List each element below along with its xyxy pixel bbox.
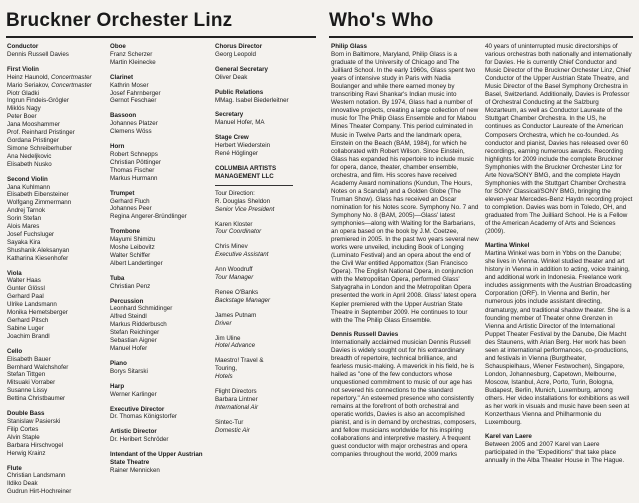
member-name: MMag. Isabel Biederleitner xyxy=(215,96,289,104)
member-name: Christian Landsmann xyxy=(7,472,66,480)
roster-section xyxy=(110,298,206,353)
roster-section xyxy=(110,383,206,399)
member-name: Jana Kuhlmann xyxy=(7,183,50,191)
member-name: Gernot Feschaer xyxy=(110,97,157,105)
section-heading: Clarinet xyxy=(110,73,134,81)
staff-role: Domestic Air xyxy=(215,426,250,434)
member-name: Sorin Stefan xyxy=(7,215,42,223)
member-name: Bernhard Walchshofer xyxy=(7,363,69,371)
left-title-rule xyxy=(6,36,316,38)
member-name: Gudrun Hirt-Hochreiner xyxy=(7,488,72,496)
staff-role: Hotels xyxy=(215,373,233,381)
roster-section xyxy=(215,134,315,158)
member-name: Herwig Krainz xyxy=(7,449,46,457)
roster-section xyxy=(110,275,206,291)
member-name: Markus Ridderbusch xyxy=(110,321,167,329)
right-title-rule xyxy=(329,36,633,38)
member-name: Franz Scherzer xyxy=(110,50,153,58)
staff-name: Jim Uline xyxy=(215,334,241,342)
member-name: Sabine Luger xyxy=(7,324,44,332)
member-name: Barbara Hirschvogel xyxy=(7,441,64,449)
member-name: Christian Pöttinger xyxy=(110,158,161,166)
member-name: Thomas Fischer xyxy=(110,166,155,174)
staff-role: Hotel Advance xyxy=(215,342,256,350)
section-heading: Chorus Director xyxy=(215,43,263,50)
agency-staff-entry xyxy=(215,266,315,282)
roster-section xyxy=(7,410,103,457)
member-name: Georg Leopold xyxy=(215,50,256,58)
roster-section xyxy=(7,176,103,263)
member-name: Markus Hurmann xyxy=(110,174,158,182)
agency-title: COLUMBIA ARTISTS MANAGEMENT LLC xyxy=(215,164,277,180)
member-name: Borys Sitarski xyxy=(110,367,148,375)
bio-column-1 xyxy=(331,43,479,465)
section-heading: Public Relations xyxy=(215,88,264,96)
staff-role: Executive Assistant xyxy=(215,251,269,259)
member-name: Sebastian Aigner xyxy=(110,337,157,345)
section-heading: Harp xyxy=(110,382,125,390)
roster-section xyxy=(110,74,206,106)
member-name: Albert Landertinger xyxy=(110,259,163,267)
member-role: Concertmaster xyxy=(51,73,92,81)
member-name: Werner Karlinger xyxy=(110,390,157,398)
staff-role: Backstage Manager xyxy=(215,296,271,304)
right-page-title: Who's Who xyxy=(329,10,434,31)
agency-staff-entry xyxy=(215,419,315,435)
member-name: Stefan Reichinger xyxy=(110,329,160,337)
section-heading: Trombone xyxy=(110,228,140,236)
member-name: Mitsuaki Vorraber xyxy=(7,379,56,387)
member-name: Regina Angerer-Bründlinger xyxy=(110,213,187,221)
member-name: Josef Fuchsluger xyxy=(7,230,55,238)
member-name: Peter Boer xyxy=(7,113,37,121)
bio-heading: Karel van Laere xyxy=(485,433,532,441)
member-name: Susanne Lissy xyxy=(7,387,48,395)
member-name: Stanislaw Pasierski xyxy=(7,417,61,425)
member-name: Stefan Tittgen xyxy=(7,371,46,379)
member-name: Simone Schreiberhuber xyxy=(7,144,73,152)
staff-name: R. Douglas Sheldon xyxy=(215,197,271,205)
member-name: Alois Mares xyxy=(7,223,40,231)
agency-staff-entry xyxy=(215,388,315,412)
member-name: Elisabeth Nusko xyxy=(7,160,52,168)
staff-name: Sintec-Tur xyxy=(215,418,244,426)
member-name: Shushanik Aleksanyan xyxy=(7,246,70,254)
roster-section xyxy=(110,112,206,136)
member-name: Alfred Steindl xyxy=(110,313,147,321)
roster-section xyxy=(215,43,315,59)
member-name: René Höglinger xyxy=(215,150,258,158)
member-name: Mario Seriakov, Concertmaster xyxy=(7,81,92,89)
agency-staff-entry xyxy=(215,243,315,259)
member-name: Miklós Nagy xyxy=(7,105,41,113)
staff-name: Tour Direction: xyxy=(215,189,255,197)
member-name: Jana Mooshammer xyxy=(7,121,60,129)
member-name: Monika Hemetsberger xyxy=(7,309,68,317)
member-name: Johannes Peer xyxy=(110,205,152,213)
staff-role: Tour Coordinator xyxy=(215,228,262,236)
agency-staff-entry xyxy=(215,335,315,351)
section-heading: Cello xyxy=(7,347,23,355)
section-heading: Tuba xyxy=(110,274,125,282)
bio-heading: Martina Winkel xyxy=(485,242,530,250)
left-page-title: Bruckner Orchester Linz xyxy=(6,10,233,31)
roster-section xyxy=(215,111,315,127)
member-name: Prof. Reinhard Pristinger xyxy=(7,129,75,137)
member-name: Joachim Brandl xyxy=(7,332,50,340)
member-name: Manuel Hofer, MA xyxy=(215,119,265,127)
section-heading: Trumpet xyxy=(110,189,135,197)
section-heading: Stage Crew xyxy=(215,134,249,142)
staff-name: Maestro! Travel & xyxy=(215,357,264,365)
member-name: Walter Haas xyxy=(7,277,41,285)
section-heading: General Secretary xyxy=(215,65,268,73)
section-heading: First Violin xyxy=(7,65,39,73)
bio-heading: Philip Glass xyxy=(331,43,368,50)
member-name: Dr. Thomas Königstorfer xyxy=(110,413,177,421)
roster-section xyxy=(110,43,206,67)
staff-name: Touring, xyxy=(215,365,238,373)
member-name: Alvin Staple xyxy=(7,433,40,441)
member-name: Moshe Leibovitz xyxy=(110,244,155,252)
roster-section xyxy=(110,228,206,268)
member-name: Clemens Wöss xyxy=(110,128,152,136)
bio-paragraph: Born in Baltimore, Maryland, Philip Glass is a graduate of the University of Chicago and The Juilliard School. In the early 1960s, Glass spent two years of intensive study in Paris with Nadia Boulanger and while there earned money by transcribing Ravi Shankar's Indian music into Western notation. By 1974, Glass had a number of innovative projects, creating a large collection of new music for The Philip Glass Ensemble and for Mabou Mines Theater Company. This period culminated in Music in Twelve Parts and the landmark opera, Einstein on the Beach (BAM, 1984), for which he collaborated with Robert Wilson. Since Einstein, Glass has expanded his repertoire to include music for opera, dance, theater, chamber ensemble, orchestra, and film. His scores have received Academy Award nominations (Kundun, The Hours, Notes on a Scandal) and a Golden Globe (The Truman Show). Glass has received an Oscar nomination for his Notes score. Symphony No. 7 and Symphony No. 8 (BAM, 2005)—Glass' latest symphonies—along with Waiting for the Barbarians, an opera based on the book by J.M. Coetzee, premiered in 2005. In the past two years several new works were unveiled, including Book of Longing (Luminato Festival) and an opera about the end of the Civil War entitled Appomattox (San Francisco Opera). The English National Opera, in conjunction with the Metropolitan Opera, performed Glass' Satyagraha in London and the Metropolitan Opera presented the work in April 2008. Glass' latest opera Kepler premiered with the Upper Austrian State Theatre in September 2009. He continues to tour with the The Philip Glass Ensemble. xyxy=(331,51,479,324)
staff-name: James Putnam xyxy=(215,311,257,319)
staff-name: Karen Kloster xyxy=(215,220,253,228)
section-heading: Artistic Director xyxy=(110,428,157,436)
member-name: Christian Penz xyxy=(110,282,151,290)
agency-divider xyxy=(215,185,293,186)
section-heading: Horn xyxy=(110,143,125,151)
section-heading: Bassoon xyxy=(110,112,137,120)
member-name: Katharina Kiesenhofer xyxy=(7,254,69,262)
member-name: Dennis Russell Davies xyxy=(7,50,69,58)
agency-staff-entry xyxy=(215,357,315,381)
member-name: Walter Schiffer xyxy=(110,251,151,259)
staff-name: Renee O'Banks xyxy=(215,288,259,296)
section-heading: Flute xyxy=(7,464,22,472)
staff-name: Barbara Lintner xyxy=(215,396,258,403)
staff-role: Tour Manager xyxy=(215,274,254,282)
member-name: Filip Cortes xyxy=(7,425,39,433)
roster-section xyxy=(215,66,315,82)
member-name: Gerhard Paal xyxy=(7,293,44,301)
bio-paragraph: 40 years of uninterrupted music directorships of various orchestras both nationally and internationally for Davies. He is currently Chief Conductor and Music Director of the Bruckner Orchester Linz, Chief Conductor of the Upper Austrian State Theatre, and Music Director of the Basel Symphony Orchestra in Basel, Switzerland. Additionally, Davies is Professor of Orchestral Conducting at the Salzburg Mozarteum, as well as Conductor Laureate of the Stuttgart Chamber Orchestra. In the US, he continues as Conductor Laureate of the American Composers Orchestra, which he co-founded. As conductor and pianist, Davies has released over 60 recordings, earning numerous awards. Recording highlights for 2009 include the complete Bruckner Symphonies with the Bruckner Orchester Linz for Arte Nova/SONY BMG, and the complete Haydn Symphonies with the Stuttgart Chamber Orchestra for SONY Classical/SONY BMG, bringing the eleven-year Mercedes-Benz Haydn recording project to completion. Davies was born in Toledo, OH, and graduated from The Juilliard School. He is a Fellow of the American Academy of Arts and Sciences (2009). xyxy=(485,43,633,236)
member-name: Robert Schnepps xyxy=(110,150,158,158)
member-name: Heinz Haunold, Concertmaster xyxy=(7,73,92,81)
member-name: Josef Fahrnberger xyxy=(110,89,161,97)
section-heading: Double Bass xyxy=(7,410,45,418)
member-name: Gordana Pristinger xyxy=(7,136,59,144)
member-name: Mayumi Shimizu xyxy=(110,236,156,244)
roster-section xyxy=(7,270,103,341)
roster-section xyxy=(110,190,206,222)
bio-heading: Dennis Russell Davies xyxy=(331,330,399,338)
member-name: Gunter Glössl xyxy=(7,285,45,293)
agency-staff-entry xyxy=(215,312,315,328)
member-name: Martin Kleinecke xyxy=(110,58,156,66)
member-name: Rainer Mennicken xyxy=(110,466,160,474)
roster-section xyxy=(110,360,206,376)
section-heading: Oboe xyxy=(110,43,126,50)
staff-role: Driver xyxy=(215,319,232,327)
staff-name: Flight Directors xyxy=(215,388,257,396)
staff-role: Senior Vice President xyxy=(215,205,275,213)
staff-role: International Air xyxy=(215,403,259,411)
section-heading: Viola xyxy=(7,269,22,277)
section-heading: Conductor xyxy=(7,43,39,50)
member-name: Andrej Tarnok xyxy=(7,207,46,215)
section-heading: Percussion xyxy=(110,297,144,305)
roster-column-3 xyxy=(215,43,315,442)
section-heading: Secretary xyxy=(215,111,244,119)
bio-paragraph: Internationally acclaimed musician Dennis Russell Davies is widely sought out for his extraordinary breadth of repertoire, technical brilliance, and fearless music-making. A maverick in his field, he is hailed as "one of the few conductors whose unquestioned commitment to music of our age has not severed his connections to the standard repertory." An esteemed presence who consistently remains at the forefront of both orchestral and operatic worlds, Davies is also an accomplished pianist, and is in demand by orchestras, composers, and fellow musicians worldwide for his inspiring collaborations and interpretive mastery. A frequent guest conductor with major orchestras and opera companies throughout the world, 2009 marks xyxy=(331,338,477,459)
roster-section xyxy=(7,43,103,59)
roster-column-1 xyxy=(7,43,103,503)
roster-section xyxy=(7,348,103,403)
bio-paragraph: Between 2005 and 2007 Karel van Laere participated in the "Expeditions" that take place annually in the Alba Theater House in The Hague. xyxy=(485,441,625,465)
section-heading: Second Violin xyxy=(7,175,48,183)
roster-section xyxy=(7,66,103,169)
member-name: Ulrike Landsmann xyxy=(7,301,57,309)
agency-staff-entry xyxy=(215,190,315,214)
member-name: Ildiko Deak xyxy=(7,480,38,488)
agency-staff-entry xyxy=(215,289,315,305)
bio-column-2 xyxy=(485,43,633,471)
member-name: Sayaka Kira xyxy=(7,238,41,246)
staff-name: Ann Woodruff xyxy=(215,266,253,274)
member-name: Elisabeth Eibensteiner xyxy=(7,191,69,199)
section-heading: Intendant of the Upper Austrian State Theatre xyxy=(110,451,203,467)
member-name: Herbert Wiederstein xyxy=(215,142,271,150)
roster-section xyxy=(110,406,206,422)
member-name: Elisabeth Bauer xyxy=(7,355,51,363)
roster-section xyxy=(110,451,206,475)
section-heading: Piano xyxy=(110,359,127,367)
member-name: Gerhard Pitsch xyxy=(7,317,49,324)
member-role: Concertmaster xyxy=(51,81,92,89)
roster-section xyxy=(215,89,315,105)
member-name: Ana Nedeljkovic xyxy=(7,152,52,160)
member-name: Johannes Platzer xyxy=(110,120,158,128)
member-name: Dr. Heribert Schröder xyxy=(110,436,169,444)
member-name: Oliver Deak xyxy=(215,73,248,81)
member-name: Leonhard Schmidinger xyxy=(110,305,173,313)
bio-paragraph: Martina Winkel was born in Ybbs on the Danube; she lives in Vienna. Winkel studied theater and art history in Vienna in addition to acting, voice training, and additional work in Indonesia. Freelance work includes assignments with the Austrian Broadcasting Corporation (ORF). In Vienna and Berlin, her numerous jobs include assistant directing, dramaturgy, and traditional shadow theater. She is a founding member of Theater ohne Grenzen in Vienna and Artistic Director of the International Puppet Theater Festival by the Danube, Die Macht des Staunens, with Arian Berg. Her work has been seen at international performances, co-productions, and festivals in Vienna (Burgtheater, Schauspielhaus, Wiener Festwochen), Singapore, London, Johannesburg, Capetown, Melbourne, Moscow, Istanbul, Acre, Porto, Turin, Bologna, Budapest, Berlin, Munich, Luxemburg, among others. Her video installations for exhibitions as well as her work in visuals and music have been seen at Konzerthaus Vienna and Philharmonie du Luxembourg. xyxy=(485,250,632,427)
section-heading: Executive Director xyxy=(110,405,165,413)
roster-section xyxy=(110,428,206,444)
member-name: Wolfgang Zimmermann xyxy=(7,199,72,207)
member-name: Piotr Gladki xyxy=(7,89,39,97)
roster-column-2 xyxy=(110,43,206,482)
member-name: Ingrun Findeis-Grögler xyxy=(7,97,69,105)
roster-section xyxy=(110,143,206,183)
member-name: Manuel Hofer xyxy=(110,345,148,352)
staff-name: Chris Minev xyxy=(215,243,248,251)
member-name: Gerhard Fluch xyxy=(110,197,150,205)
roster-section xyxy=(7,465,103,497)
member-name: Bettina Christbaumer xyxy=(7,395,66,403)
agency-staff-entry xyxy=(215,221,315,237)
member-name: Kathrin Moser xyxy=(110,81,149,89)
